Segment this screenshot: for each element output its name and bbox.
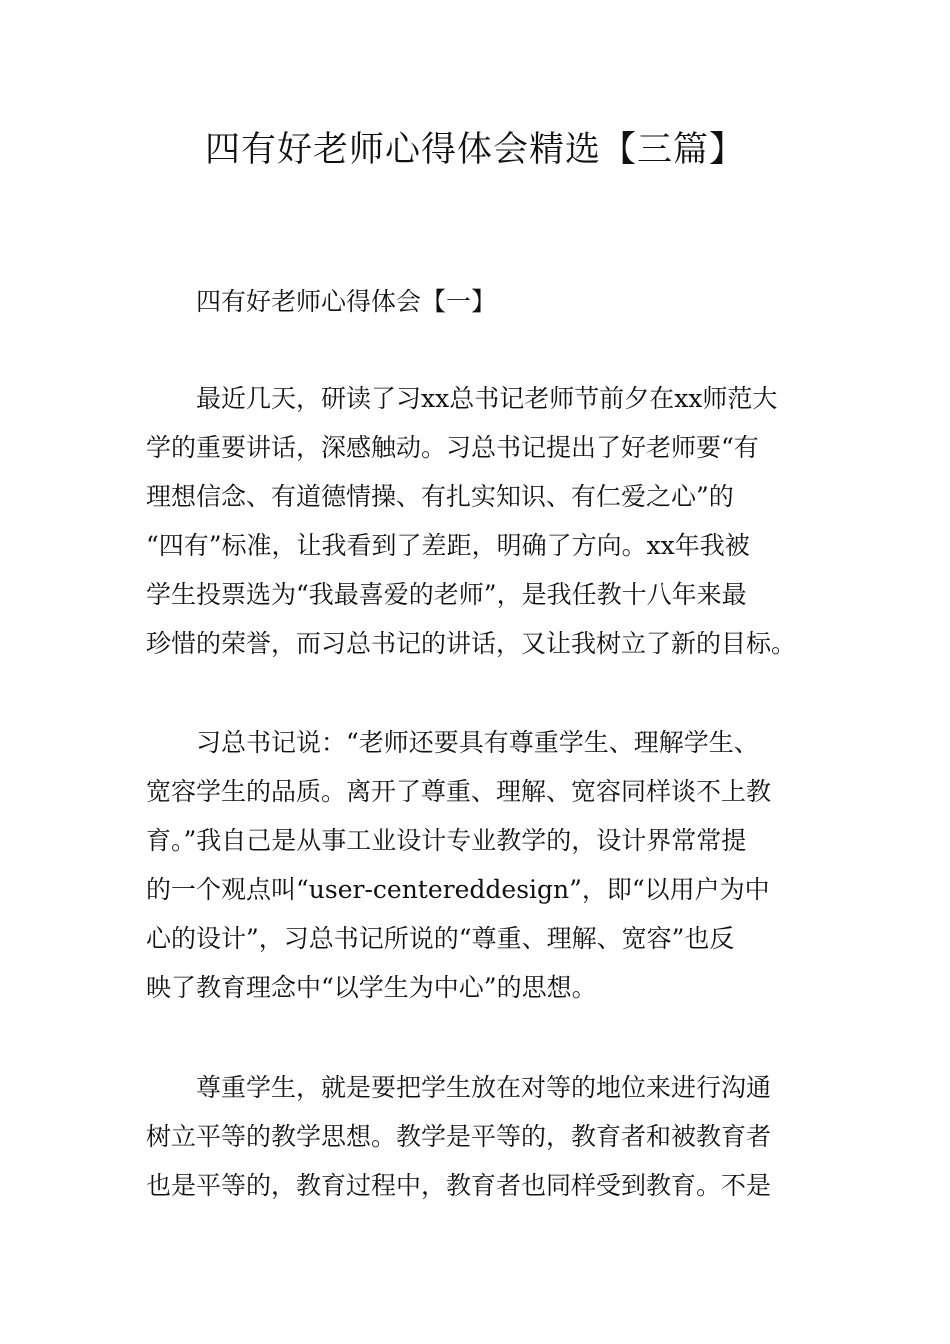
paragraph-line: 映了教育理念中“以学生为中心”的思想。: [146, 973, 597, 1002]
section-heading: 四有好老师心得体会【一】: [196, 287, 497, 316]
document-title: 四有好老师心得体会精选【三篇】: [204, 130, 745, 170]
paragraph-line: 习总书记说：“老师还要具有尊重学生、理解学生、: [196, 728, 759, 757]
paragraph-line: 心的设计”，习总书记所说的“尊重、理解、宽容”也反: [146, 924, 735, 953]
paragraph-line: 也是平等的，教育过程中，教育者也同样受到教育。不是: [146, 1171, 772, 1200]
paragraph-line: 最近几天，研读了习xx总书记老师节前夕在xx师范大: [196, 384, 778, 413]
paragraph-line: 珍惜的荣誉，而习总书记的讲话，又让我树立了新的目标。: [146, 629, 797, 658]
paragraph-line: “四有”标准，让我看到了差距，明确了方向。xx年我被: [146, 531, 750, 560]
paragraph-line: 树立平等的教学思想。教学是平等的，教育者和被教育者: [146, 1122, 772, 1151]
paragraph-line: 宽容学生的品质。离开了尊重、理解、宽容同样谈不上教: [146, 777, 772, 806]
paragraph-line: 理想信念、有道德情操、有扎实知识、有仁爱之心”的: [146, 482, 734, 511]
paragraph-line: 育。”我自己是从事工业设计专业教学的，设计界常常提: [146, 826, 747, 855]
paragraph-line: 学生投票选为“我最喜爱的老师”，是我任教十八年来最: [146, 580, 747, 609]
paragraph-line: 尊重学生，就是要把学生放在对等的地位来进行沟通: [196, 1073, 772, 1102]
paragraph-line: 的一个观点叫“user-centereddesign”，即“以用户为中: [146, 875, 770, 904]
paragraph-line: 学的重要讲话，深感触动。习总书记提出了好老师要“有: [146, 433, 759, 462]
